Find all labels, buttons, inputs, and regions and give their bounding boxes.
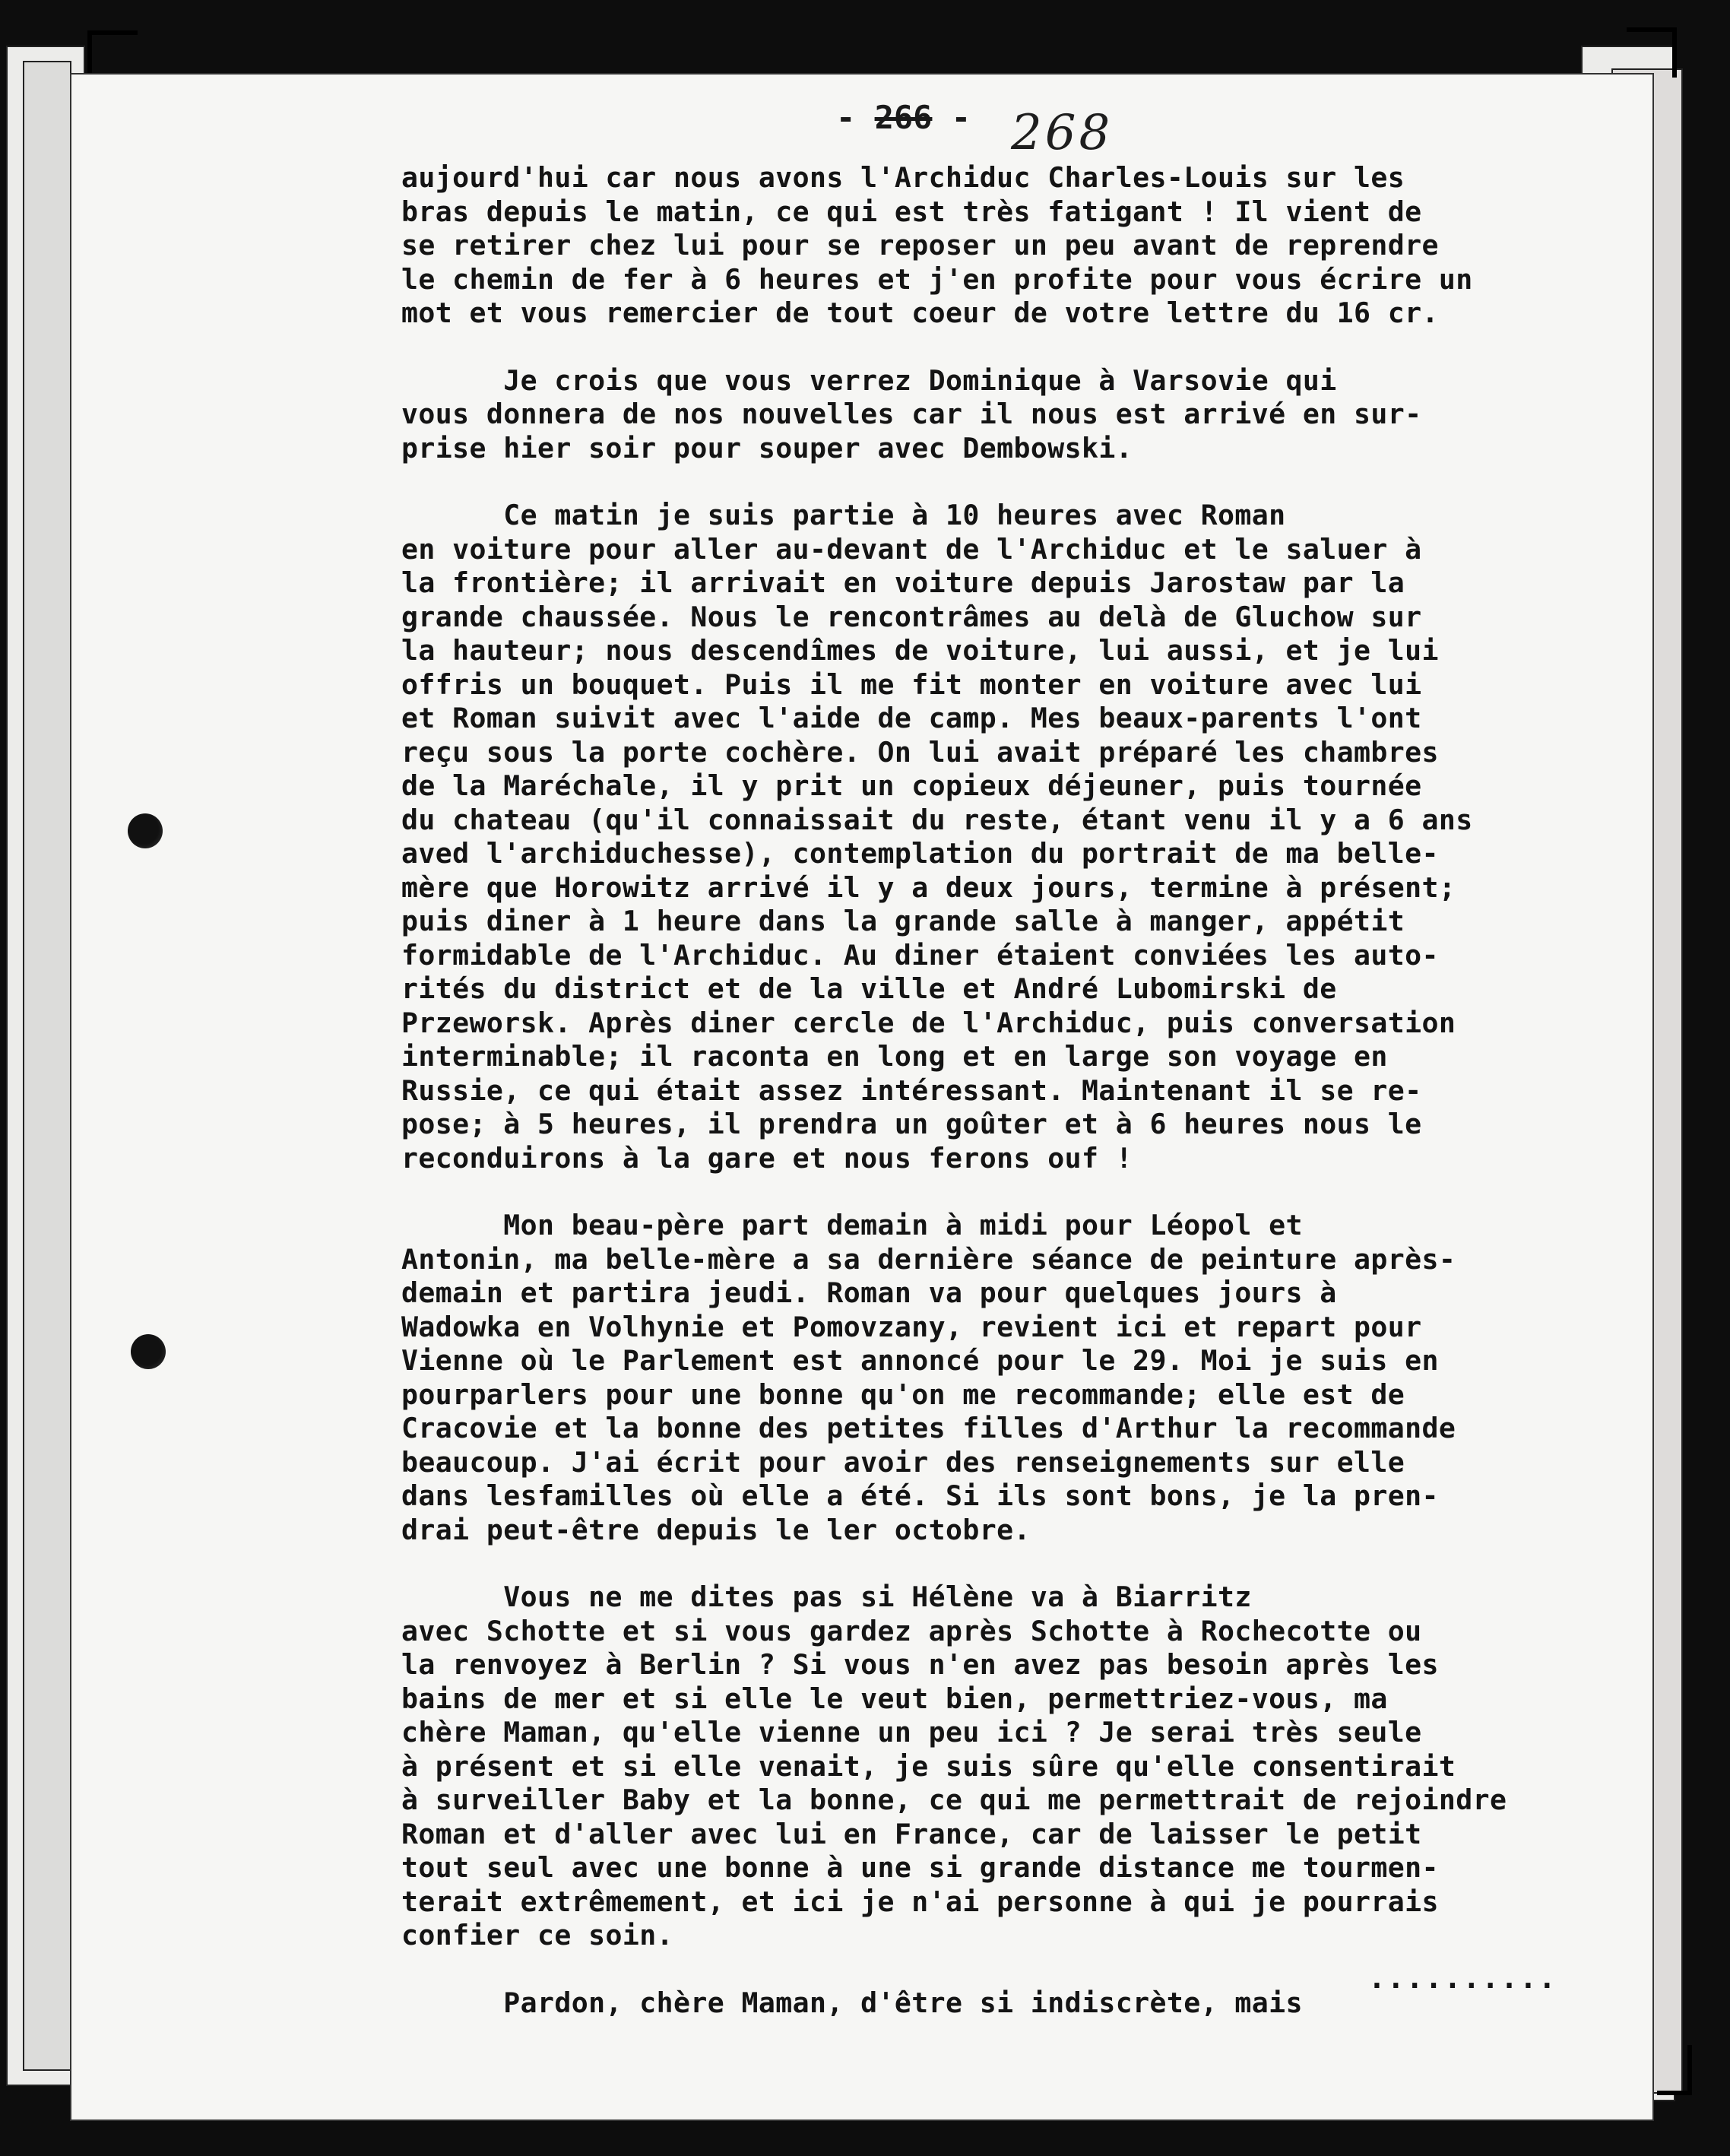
- text-line: Antonin, ma belle-mère a sa dernière séance de peinture après-: [401, 1242, 1456, 1276]
- text-line: grande chaussée. Nous le rencontrâmes au delà de Gluchow sur: [401, 600, 1422, 633]
- text-line: confier ce soin.: [401, 1919, 673, 1951]
- text-line: à surveiller Baby et la bonne, ce qui me permettrait de rejoindre: [401, 1783, 1507, 1816]
- text-line: la hauteur; nous descendîmes de voiture, lui aussi, et je lui: [401, 634, 1439, 667]
- handwritten-page-number: 268: [1011, 105, 1114, 161]
- text-line: offris un bouquet. Puis il me fit monter en voiture avec lui: [401, 667, 1422, 701]
- text-line: à présent et si elle venait, je suis sûre qu'elle consentirait: [401, 1749, 1456, 1783]
- text-line: Wadowka en Volhynie et Pomovzany, revient ici et repart pour: [401, 1310, 1422, 1343]
- paragraph: [401, 1209, 1678, 1547]
- text-line: demain et partira jeudi. Roman va pour quelques jours à: [401, 1276, 1337, 1309]
- text-line: du chateau (qu'il connaissait du reste, étant venu il y a 6 ans: [401, 803, 1473, 836]
- text-line: mère que Horowitz arrivé il y a deux jours, termine à présent;: [401, 870, 1456, 904]
- text-line: Pardon, chère Maman, d'être si indiscrète, mais: [401, 1986, 1303, 2019]
- text-line: dans lesfamilles où elle a été. Si ils sont bons, je la pren-: [401, 1479, 1439, 1512]
- text-line: se retirer chez lui pour se reposer un peu avant de reprendre: [401, 229, 1439, 262]
- text-line: la frontière; il arrivait en voiture depuis Jarostaw par la: [401, 566, 1405, 599]
- paragraph: [401, 161, 1678, 331]
- text-line: Mon beau-père part demain à midi pour Léopol et: [401, 1209, 1303, 1241]
- text-line: puis diner à 1 heure dans la grande salle à manger, appétit: [401, 905, 1405, 937]
- text-line: pose; à 5 heures, il prendra un goûter et à 6 heures nous le: [401, 1108, 1422, 1140]
- text-line: tout seul avec une bonne à une si grande distance me tourmen-: [401, 1851, 1439, 1884]
- printed-page-number: - 266 -: [836, 99, 971, 136]
- text-line: bras depuis le matin, ce qui est très fatigant ! Il vient de: [401, 195, 1422, 228]
- text-line: mot et vous remercier de tout coeur de votre lettre du 16 cr.: [401, 296, 1439, 329]
- text-line: pourparlers pour une bonne qu'on me recommande; elle est de: [401, 1378, 1405, 1411]
- corner-mark-bottom-right: [1657, 2045, 1692, 2095]
- text-line: aved l'archiduchesse), contemplation du portrait de ma belle-: [401, 837, 1439, 870]
- text-line: formidable de l'Archiduc. Au diner étaient conviées les auto-: [401, 938, 1439, 972]
- letter-body: [401, 161, 1678, 2020]
- text-line: bains de mer et si elle le veut bien, permettriez-vous, ma: [401, 1682, 1388, 1715]
- paragraph: [401, 364, 1678, 466]
- paragraph-gap: [401, 1175, 1678, 1209]
- text-line: Vienne où le Parlement est annoncé pour le 29. Moi je suis en: [401, 1344, 1439, 1377]
- text-line: drai peut-être depuis le ler octobre.: [401, 1513, 1031, 1546]
- text-line: reçu sous la porte cochère. On lui avait préparé les chambres: [401, 735, 1439, 769]
- text-line: reconduirons à la gare et nous ferons ouf !: [401, 1141, 1133, 1175]
- text-line: Przeworsk. Après diner cercle de l'Archiduc, puis conversation: [401, 1006, 1456, 1039]
- text-line: Vous ne me dites pas si Hélène va à Biarritz: [401, 1581, 1252, 1613]
- paragraph: [401, 499, 1678, 1175]
- continuation-marker: ..........: [1368, 1961, 1557, 1995]
- text-line: de la Maréchale, il y prit un copieux déjeuner, puis tournée: [401, 769, 1422, 802]
- corner-mark-top-right: [1627, 27, 1677, 78]
- paragraph-gap: [401, 331, 1678, 364]
- text-line: interminable; il raconta en long et en large son voyage en: [401, 1040, 1388, 1073]
- paragraph-gap: [401, 465, 1678, 499]
- text-line: rités du district et de la ville et André Lubomirski de: [401, 972, 1337, 1005]
- text-line: Roman et d'aller avec lui en France, car de laisser le petit: [401, 1817, 1422, 1850]
- text-line: avec Schotte et si vous gardez après Schotte à Rochecotte ou: [401, 1614, 1422, 1647]
- text-line: Russie, ce qui était assez intéressant. Maintenant il se re-: [401, 1073, 1422, 1107]
- printed-page-number-value: 266: [874, 99, 933, 136]
- text-line: Je crois que vous verrez Dominique à Varsovie qui: [401, 363, 1337, 397]
- text-line: et Roman suivit avec l'aide de camp. Mes beaux-parents l'ont: [401, 702, 1422, 734]
- text-line: chère Maman, qu'elle vienne un peu ici ? Je serai très seule: [401, 1716, 1422, 1749]
- text-line: prise hier soir pour souper avec Dembowski.: [401, 431, 1133, 464]
- text-line: Cracovie et la bonne des petites filles d'Arthur la recommande: [401, 1412, 1456, 1444]
- punch-hole-lower: [131, 1334, 166, 1369]
- text-line: le chemin de fer à 6 heures et j'en profite pour vous écrire un: [401, 262, 1473, 296]
- stacked-page-left-inner: [23, 61, 71, 2071]
- text-line: Ce matin je suis partie à 10 heures avec Roman: [401, 499, 1286, 531]
- text-line: la renvoyez à Berlin ? Si vous n'en avez pas besoin après les: [401, 1648, 1439, 1681]
- corner-mark-top-left: [87, 30, 138, 73]
- text-line: terait extrêmement, et ici je n'ai personne à qui je pourrais: [401, 1885, 1439, 1918]
- text-line: aujourd'hui car nous avons l'Archiduc Charles-Louis sur les: [401, 161, 1405, 194]
- text-line: beaucoup. J'ai écrit pour avoir des renseignements sur elle: [401, 1445, 1405, 1479]
- paragraph: [401, 1581, 1678, 1953]
- punch-hole-upper: [128, 813, 163, 848]
- text-line: en voiture pour aller au-devant de l'Archiduc et le saluer à: [401, 532, 1422, 566]
- text-line: vous donnera de nos nouvelles car il nous est arrivé en sur-: [401, 398, 1422, 430]
- paragraph-gap: [401, 1547, 1678, 1581]
